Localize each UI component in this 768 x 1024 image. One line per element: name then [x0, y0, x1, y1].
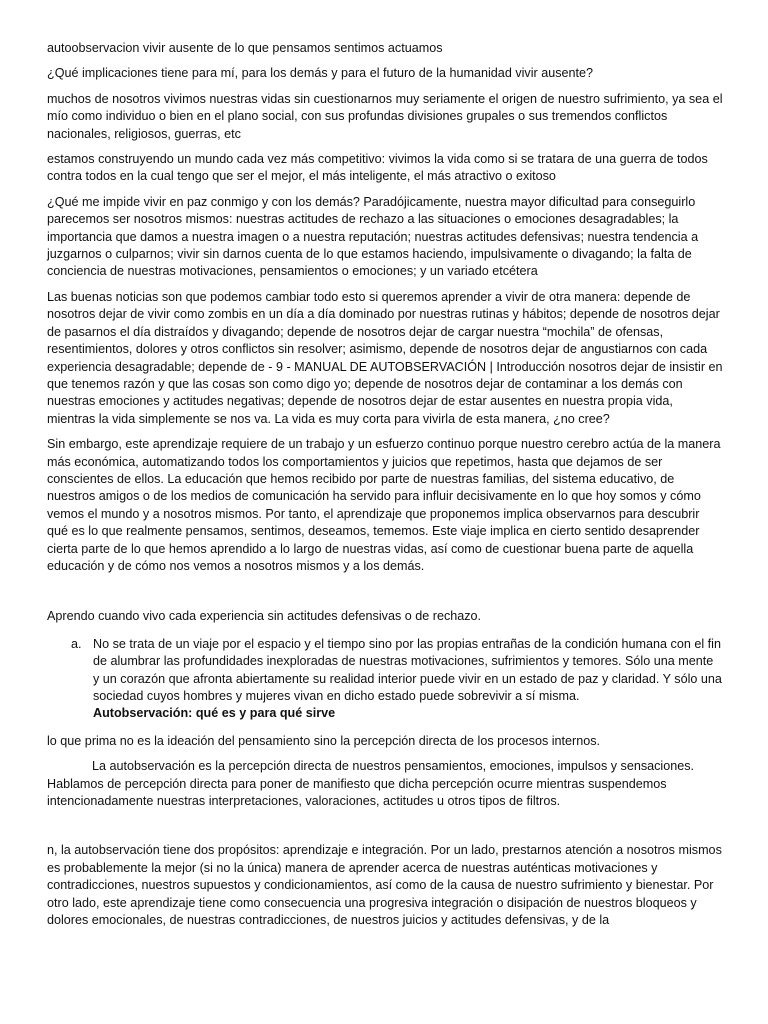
prima-line: lo que prima no es la ideación del pensamiento sino la percepción directa de los procesos internos.: [47, 733, 601, 748]
list-marker: a.: [71, 636, 82, 651]
definition-paragraph: La autobservación es la percepción directa de nuestros pensamientos, emociones, impulsos y sensaciones. Hablamos de percepción directa para poner de manifiesto que dicha percepción ocurre mientras suspendemos intencionadamente nuestras interpretaciones, valoraciones, actitudes u otros tipos de filtros.: [47, 759, 695, 809]
ordered-list: [47, 636, 723, 723]
aprendo-line: Aprendo cuando vivo cada experiencia sin actitudes defensivas o de rechazo.: [47, 609, 482, 624]
list-item: [47, 636, 723, 723]
paragraph-suffering: muchos de nosotros vivimos nuestras vidas sin cuestionarnos muy seriamente el origen de nuestro sufrimiento, ya sea el mío como individuo o bien en el plano social, con sus profundas divisiones grupales o sus tremendos conflictos nacionales, religiosos, guerras, etc: [47, 91, 723, 141]
section-heading: Autobservación: qué es y para qué sirve: [93, 706, 336, 721]
paragraph-good-news: Las buenas noticias son que podemos cambiar todo esto si queremos aprender a vivir de otra manera: depende de nosotros dejar de vivir como zombis en un día a día dominado por nuestras rutinas y hábitos; depende de nosotros dejar de pasarnos el día distraídos y divagando; depende de nosotros dejar de cargar nuestra “mochila” de ofensas, resentimientos, dolores y otros conflictos sin resolver; asimismo, depende de nosotros dejar de angustiarnos con cada experiencia desagradable; depende de - 9 - MANUAL DE AUTOBSERVACIÓN | Introducción nosotros dejar de insistir en que tenemos razón y que las cosas son como digo yo; depende de nosotros dejar de contaminar a los demás con nuestras emociones y actitudes negativas; depende de nosotros dejar de estar ausentes en nuestra propia vida, mientras la vida simplemente se nos va. La vida es muy corta para vivirla de esta manera, ¿no cree?: [47, 289, 723, 426]
paragraph-competitive: estamos construyendo un mundo cada vez más competitivo: vivimos la vida como si se tratara de una guerra de todos contra todos en la cual tengo que ser el mejor, el más inteligente, el más atractivo o exitoso: [47, 152, 708, 184]
title-line: autoobservacion vivir ausente de lo que pensamos sentimos actuamos: [47, 41, 443, 55]
paragraph-effort: Sin embargo, este aprendizaje requiere de un trabajo y un esfuerzo continuo porque nuestro cerebro actúa de la manera más económica, automatizando todos los comportamientos y juicios que repetimos, hasta que dejamos de ser conscientes de ellos. La educación que hemos recibido por parte de nuestras familias, del sistema educativo, de nuestros amigos o de los medios de comunicación ha servido para influir decisivamente en lo que hoy somos y cómo vemos el mundo y a nosotros mismos. Por tanto, el aprendizaje que proponemos implica observarnos para descubrir qué es lo que realmente pensamos, sentimos, deseamos, tememos. Este viaje implica en cierto sentido desaprender cierta parte de lo que hemos aprendido a lo largo de nuestras vidas, así como de cuestionar buena parte de aquella educación y de cómo nos vemos a nosotros mismos y a los demás.: [47, 437, 721, 573]
paragraph-obstacles: ¿Qué me impide vivir en paz conmigo y con los demás? Paradójicamente, nuestra mayor dificultad para conseguirlo parecemos ser nosotros mismos: nuestras actitudes de rechazo a las situaciones o emociones desagradables; la importancia que damos a nuestra imagen o a nuestra reputación; nuestras actitudes defensivas; nuestra tendencia a juzgarnos o culparnos; vivir sin darnos cuenta de lo que estamos haciendo, impulsivamente o divagando; la falta de conciencia de nuestras motivaciones, pensamientos o emociones; y un variado etcétera: [47, 194, 699, 279]
final-paragraph: n, la autobservación tiene dos propósitos: aprendizaje e integración. Por un lado, prestarnos atención a nosotros mismos es probablemente la mejor (si no la única) manera de aprender acerca de nuestras auténticas motivaciones y contradicciones, nuestros supuestos y condicionamientos, así como de la causa de nuestro sufrimiento y bienestar. Por otro lado, este aprendizaje tiene como consecuencia una progresiva integración o disipación de nuestros bloqueos y dolores emocionales, de nuestras contradicciones, de nuestros juicios y actitudes defensivas, y de la: [47, 843, 722, 928]
list-item-text: No se trata de un viaje por el espacio y el tiempo sino por las propias entrañas de la condición humana con el fin de alumbrar las profundidades inexploradas de nuestras motivaciones, sufrimientos y temores. Sólo una mente y un corazón que afronta abiertamente su realidad interior puede vivir en un estado de paz y claridad. Y sólo una sociedad cuyos hombres y mujeres vivan en dicho estado puede sobrevivir a sí misma.: [93, 636, 722, 703]
paragraph-question: ¿Qué implicaciones tiene para mí, para los demás y para el futuro de la humanidad vivir ausente?: [47, 66, 594, 81]
spacer: [47, 818, 723, 842]
document-page: [47, 40, 723, 937]
spacer: [47, 583, 723, 608]
